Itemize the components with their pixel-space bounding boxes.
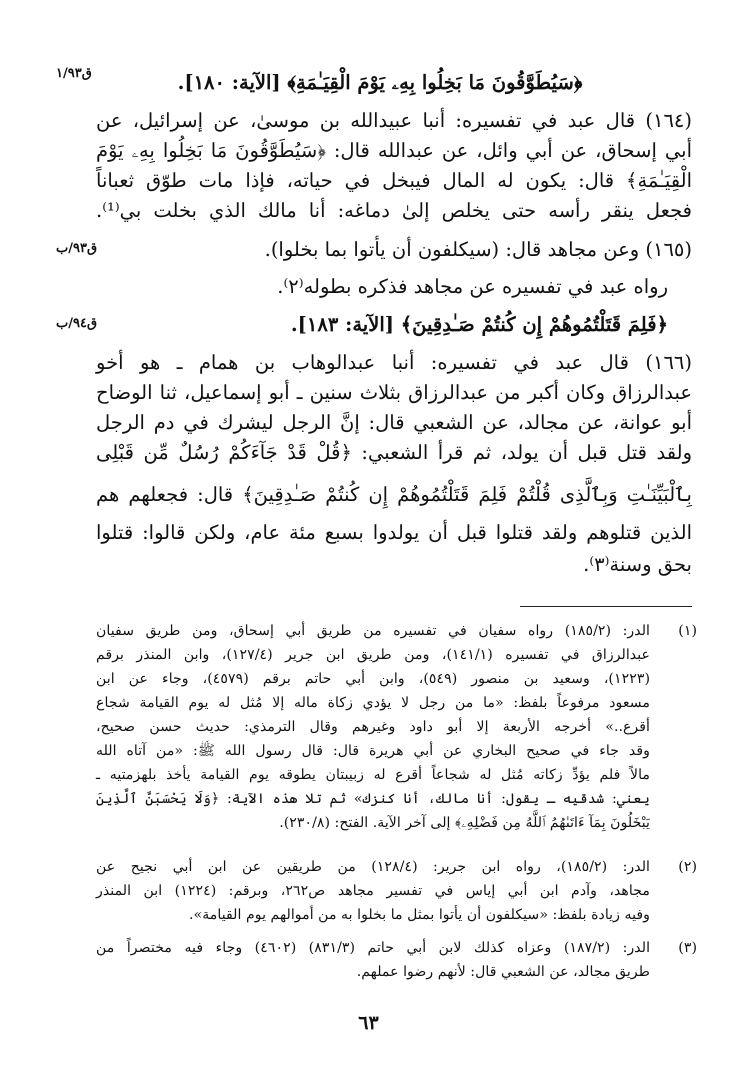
text-line: (١٦٤) قال عبد في تفسيره: أنبا عبيدالله بن موسىٰ، عن إسرائيل، عن — [96, 109, 692, 132]
margin-ref-2: ق٩٣/ب — [56, 241, 98, 256]
footnote-line: مسعود مرفوعاً بلفظ: «ما من رجل لا يؤدي زكاة ماله إلا مُثل له يوم القيامة شجاع — [96, 695, 650, 711]
footnote-line: الدر: (١٨٥/٢) رواه سفيان في تفسيره من طريق أبي إسحاق، ومن طريق سفيان — [96, 623, 650, 639]
footnote-line: يعني: شدقيه ـ يقول: أنا مالك، أنا كنزك» ثم تلا هذه الآية: ﴿وَلَا يَحْسَبَنَّ ٱلَّذِينَ — [96, 791, 650, 807]
text-line: (١٦٦) قال عبد في تفسيره: أنبا عبدالوهاب بن همام ـ هو أخو — [96, 351, 692, 374]
text-line: (١٦٥) وعن مجاهد قال: (سيكلفون أن يأتوا بما بخلوا). — [264, 238, 692, 261]
footnote-line: طريق مجالد، عن الشعبي قال: لأنهم رضوا عملهم. — [356, 964, 650, 980]
footnote-line: يَبْخَلُونَ بِمَآ ءَاتَىٰهُمُ ٱللَّهُ مِن فَضْلِهِۦ﴾ إلى آخر الآية. الفتح: (٢٣٠/٨). — [279, 815, 650, 831]
verse-heading: ﴿فَلِمَ قَتَلْتُمُوهُمْ إِن كُنتُمْ صَـٰدِقِينَ﴾ [الآية: ١٨٣]. — [290, 313, 668, 336]
page-number: ٦٣ — [358, 1012, 379, 1034]
text-line: بِٱلْبَيِّنَـٰتِ وَبِٱلَّذِى قُلْتُمْ فَلِمَ قَتَلْتُمُوهُمْ إِن كُنتُمْ صَـٰدِقِينَ﴾ قال: فجعلهم هم — [96, 483, 692, 506]
text-line: عبدالرزاق وكان أكبر من عبدالرزاق بثلاث سنين ـ أبو إسماعيل، ثنا الوضاح — [96, 381, 692, 404]
footnote-separator — [520, 606, 692, 607]
text-line: أبو عوانة، عن مجالد، عن الشعبي قال: إنَّ الرجل ليشرك في دم الرجل — [96, 411, 692, 434]
text-line: بحق وسنة⁽٣⁾. — [583, 553, 692, 576]
text-line: رواه عبد في تفسيره عن مجاهد فذكره بطوله⁽٢⁾. — [277, 275, 668, 298]
margin-ref-1: ق١/٩٣ — [56, 66, 92, 81]
text-line: الذين قتلوهم ولقد قتلوا قبل أن يولدوا بسبع مئة عام، ولكن قالوا: قتلوا — [96, 521, 692, 544]
text-line: فجعل ينقر رأسه حتى يخلص إلىٰ دماغه: أنا مالك الذي بخلت بي⁽¹⁾. — [96, 199, 692, 222]
footnote-line: عبدالرزاق في تفسيره (١٤١/١)، ومن طريق ابن جرير (١٢٧/٤)، وابن المنذر برقم — [96, 647, 650, 663]
text-line: ولقد قتل قبل أن يولد، ثم قرأ الشعبي: ﴿قُلْ قَدْ جَآءَكُمْ رُسُلٌ مِّن قَبْلِى — [96, 441, 692, 464]
footnote-number: (٢) — [678, 859, 697, 875]
verse-heading: ﴿سَيُطَوَّقُونَ مَا بَخِلُوا بِهِۦ يَوْمَ الْقِيَـٰمَةِ﴾ [الآية: ١٨٠]. — [177, 71, 583, 94]
footnote-number: (١) — [678, 623, 697, 639]
text-line: أبي إسحاق، عن أبي وائل، عن عبدالله قال: ﴿سَيُطَوَّقُونَ مَا بَخِلُوا بِهِۦ يَوْمَ — [96, 139, 692, 162]
footnote-line: أقرع..» أخرجه الأربعة إلا أبو داود وغيرهم وقال الترمذي: حديث حسن صحيح، — [96, 719, 650, 735]
footnote-line: الدر: (١٨٥/٢)، رواه ابن جرير: (١٢٨/٤) من طريقين عن ابن أبي نجيح عن — [96, 859, 650, 875]
footnote-line: (١٢٢٣)، وسعيد بن منصور (٥٤٩)، وابن أبي حاتم برقم (٤٥٧٩)، وجاء عن ابن — [96, 671, 650, 687]
footnote-line: الدر: (١٨٧/٢) وعزاه كذلك لابن أبي حاتم (٨٣١/٣) (٤٦٠٢) وجاء فيه مختصراً من — [96, 940, 651, 956]
footnote-number: (٣) — [678, 940, 697, 956]
text-line: الْقِيَـٰمَةِ﴾ قال: يكون له المال فيبخل في حياته، فإذا مات طوّق ثعباناً — [96, 169, 692, 192]
footnote-line: مجاهد، وآدم ابن أبي إياس في تفسير مجاهد ص٢٦٢، وبرقم: (١٢٢٤) ابن المنذر — [96, 883, 650, 899]
footnote-line: مالاً فلم يؤدِّ زكاته مُثل له شجاعاً أقرع له زبيبتان يطوقه يوم القيامة يأخذ بلهزمتيه ـ — [96, 767, 650, 783]
footnote-line: وفيه زيادة بلفظ: «سيكلفون أن يأتوا بمثل ما بخلوا به من أموالهم يوم القيامة». — [189, 907, 650, 923]
margin-ref-3: ق٩٤/ب — [56, 316, 98, 331]
footnote-line: وقد جاء في صحيح البخاري عن أبي هريرة قال: قال رسول الله ﷺ: «من آتاه الله — [96, 743, 650, 759]
